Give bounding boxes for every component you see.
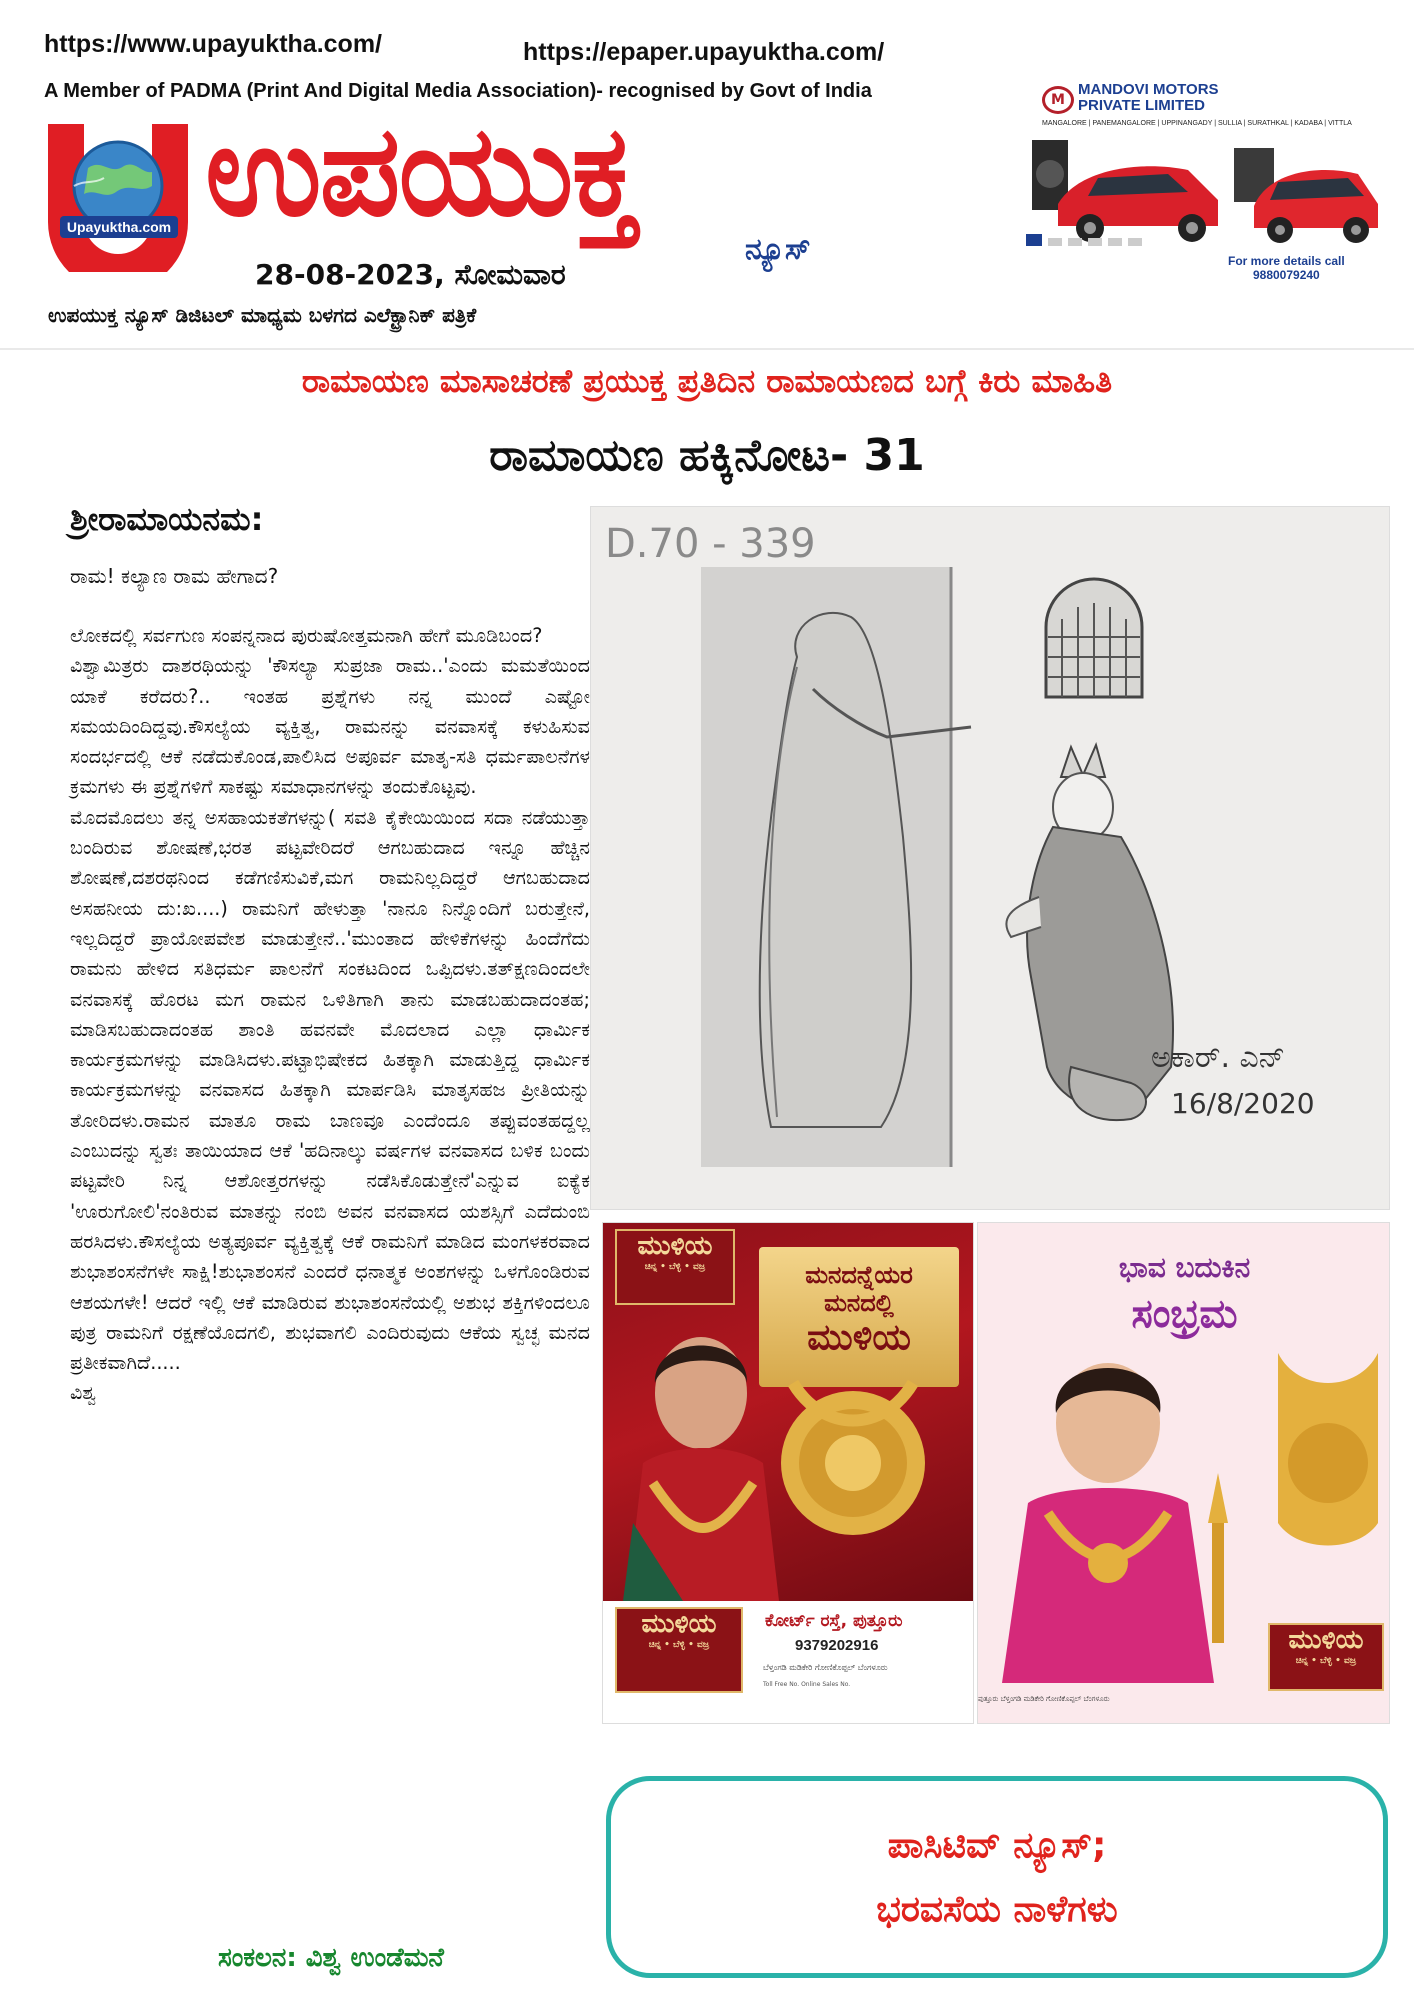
ad-title-line1: ಭಾವ ಬದುಕಿನ	[1118, 1251, 1251, 1284]
sketch-signature: ಅಕಾರ್. ಎನ್	[1151, 1040, 1286, 1075]
article-column	[70, 500, 590, 1409]
brand-name: ಉಪಯುಕ್ತ	[205, 97, 637, 244]
header-divider	[0, 348, 1414, 350]
ad-title: MANDOVI MOTORS PRIVATE LIMITED	[1078, 81, 1219, 114]
compiled-by-credit: ಸಂಕಲನ: ವಿಶ್ವ ಉಂಡೆಮನೆ	[218, 1943, 444, 1973]
ad-tagline-box: ಮನದನ್ನೆಯರ ಮನದಲ್ಲಿ ಮುಳಿಯ	[759, 1247, 959, 1387]
branch-list: ಬೆಳ್ತಂಗಡಿ ಮಡಿಕೇರಿ ಗೋಣಿಕೊಪ್ಪಲ್ ಬೆಂಗಳೂರು	[763, 1663, 888, 1672]
tagline: ಉಪಯುಕ್ತ ನ್ಯೂಸ್ ಡಿಜಿಟಲ್ ಮಾಧ್ಯಮ ಬಳಗದ ಎಲೆಕ್ಟ್ರಾನಿಕ್ ಪತ್ರಿಕೆ	[48, 303, 477, 327]
article-paragraph: ವಿಶ್ವಾಮಿತ್ರರು ದಾಶರಥಿಯನ್ನು 'ಕೌಸಲ್ಯಾ ಸುಪ್ರಜಾ ರಾಮ..'ಎಂದು ಮಮತೆಯಿಂದ ಯಾಕೆ ಕರೆದರು?.. ಇಂತಹ ಪ್ರಶ್ನೆಗಳು ನನ್ನ ಮುಂದೆ ಎಷ್ಟೋ ಸಮಯದಿಂದಿದ್ದವು.ಕೌಸಲ್ಯೆಯ ವ್ಯಕ್ತಿತ್ವ, ರಾಮನನ್ನು ವನವಾಸಕ್ಕೆ ಕಳುಹಿಸುವ ಸಂದರ್ಭದಲ್ಲಿ ಆಕೆ ನಡೆದುಕೊಂಡ,ಪಾಲಿಸಿದ ಅಪೂರ್ವ ಮಾತೃ-ಸತಿ ಧರ್ಮಪಾಲನೆಗಳ ಕ್ರಮಗಳು ಈ ಪ್ರಶ್ನೆಗಳಿಗೆ ಸಾಕಷ್ಟು ಸಮಾಧಾನಗಳನ್ನು ತಂದುಕೊಟ್ಟವು.	[70, 654, 590, 799]
ad-title-line2: ಸಂಭ್ರಮ	[1131, 1291, 1238, 1337]
article-paragraph: ಲೋಕದಲ್ಲಿ ಸರ್ವಗುಣ ಸಂಪನ್ನನಾದ ಪುರುಷೋತ್ತಮನಾಗಿ ಹೇಗೆ ಮೂಡಿಬಂದ?	[70, 624, 543, 647]
muliya-logo-2: ಮುಳಿಯ ಚಿನ್ನ • ಬೆಳ್ಳಿ • ವಜ್ರ	[1268, 1623, 1384, 1691]
article-intro: ರಾಮ! ಕಲ್ಯಾಣ ರಾಮ ಹೇಗಾದ?	[70, 564, 279, 588]
logo-text: Upayuktha.com	[66, 219, 172, 235]
article-title: ರಾಮಾಯಣ ಹಕ್ಕಿನೋಟ- 31	[489, 430, 925, 481]
shop-phone[interactable]: 9379202916	[795, 1637, 879, 1654]
series-headline: ರಾಮಾಯಣ ಮಾಸಾಚರಣೆ ಪ್ರಯುಕ್ತ ಪ್ರತಿದಿನ ರಾಮಾಯಣದ ಬಗ್ಗೆ ಕಿರು ಮಾಹಿತಿ	[301, 362, 1113, 400]
article-signoff: ವಿಶ್ವ	[70, 1381, 97, 1405]
sketch-date: 16/8/2020	[1171, 1087, 1315, 1120]
shop-address: ಕೋರ್ಟ್ ರಸ್ತೆ, ಪುತ್ತೂರು	[765, 1611, 903, 1631]
sketch-label: D.70 - 339	[605, 521, 816, 567]
cars-illustration	[1018, 130, 1390, 254]
sketch-drawing	[591, 507, 1390, 1210]
muliya-jewellers-ad-2[interactable]	[977, 1222, 1390, 1724]
contact-labels: Toll Free No. Online Sales No.	[763, 1681, 851, 1688]
muliya-logo-footer: ಮುಳಿಯ ಚಿನ್ನ • ಬೆಳ್ಳಿ • ವಜ್ರ	[615, 1607, 743, 1693]
brand-subtitle: ನ್ಯೂಸ್	[745, 232, 811, 267]
muliya-logo: ಮುಳಿಯ ಚಿನ್ನ • ಬೆಳ್ಳಿ • ವಜ್ರ	[615, 1229, 735, 1305]
article-body	[70, 621, 590, 1409]
positive-news-line2: ಭರವಸೆಯ ನಾಳೆಗಳು	[876, 1889, 1118, 1930]
ad-locations: MANGALORE | PANEMANGALORE | UPPINANGADY | SULLIA | SURATHKAL | KADABA | VITTLA	[1042, 120, 1352, 127]
positive-news-box	[606, 1776, 1388, 1978]
positive-news-line1: ಪಾಸಿಟಿವ್ ನ್ಯೂಸ್;	[887, 1825, 1107, 1866]
upayuktha-logo	[44, 124, 192, 272]
membership-line: A Member of PADMA (Print And Digital Media Association)- recognised by Govt of India	[44, 80, 872, 102]
mandovi-logo-icon: M	[1042, 86, 1074, 114]
mandovi-motors-ad[interactable]	[1018, 68, 1390, 296]
issue-date: 28-08-2023, ಸೋಮವಾರ	[255, 258, 566, 291]
epaper-url[interactable]: https://epaper.upayuktha.com/	[523, 38, 885, 66]
ad-contact: For more details call 9880079240	[1228, 254, 1345, 282]
pencil-sketch-kausalya-rama	[590, 506, 1390, 1210]
article-heading: ಶ್ರೀರಾಮಾಯನಮ:	[70, 500, 264, 538]
muliya-jewellers-ad-1[interactable]	[602, 1222, 974, 1724]
model-with-necklace-illustration	[603, 1323, 974, 1601]
article-paragraph: ಮೊದಮೊದಲು ತನ್ನ ಅಸಹಾಯಕತೆಗಳನ್ನು( ಸವತಿ ಕೈಕೇಯಿಯಿಂದ ಸದಾ ನಡೆಯುತ್ತಾ ಬಂದಿರುವ ಶೋಷಣೆ,ಭರತ ಪಟ್ಟವೇರಿದರೆ ಆಗಬಹುದಾದ ಇನ್ನೂ ಹೆಚ್ಚಿನ ಶೋಷಣೆ,ದಶರಥನಿಂದ ಕಡೆಗಣಿಸುವಿಕೆ,ಮಗ ರಾಮನಿಲ್ಲದಿದ್ದರೆ ಆಗಬಹುದಾದ ಅಸಹನೀಯ ದು:ಖ....) ರಾಮನಿಗೆ ಹೇಳುತ್ತಾ 'ನಾನೂ ನಿನ್ನೊಂದಿಗೆ ಬರುತ್ತೇನೆ, ಇಲ್ಲದಿದ್ದರೆ ಪ್ರಾಯೋಪವೇಶ ಮಾಡುತ್ತೇನೆ..'ಮುಂತಾದ ಹೇಳಿಕೆಗಳನ್ನು ಹಿಂದೆಗೆದು ರಾಮನು ಹೇಳಿದ ಸತಿಧರ್ಮ ಪಾಲನೆಗೆ ಸಂಕಟದಿಂದ ಒಪ್ಪಿದಳು.ತತ್ಕ್ಷಣದಿಂದಲೇ ವನವಾಸಕ್ಕೆ ಹೊರಟ ಮಗ ರಾಮನ ಒಳಿತಿಗಾಗಿ ತಾನು ಮಾಡಬಹುದಾದಂತಹ; ಮಾಡಿಸಬಹುದಾದಂತಹ ಶಾಂತಿ ಹವನವೇ ಮೊದಲಾದ ಎಲ್ಲಾ ಧಾರ್ಮಿಕ ಕಾರ್ಯಕ್ರಮಗಳನ್ನು ಮಾಡಿಸಿದಳು.ಪಟ್ಟಾಭಿಷೇಕದ ಹಿತಕ್ಕಾಗಿ ಮಾಡುತ್ತಿದ್ದ ಧಾರ್ಮಿಕ ಕಾರ್ಯಕ್ರಮಗಳನ್ನು ವನವಾಸದ ಹಿತಕ್ಕಾಗಿ ಮಾರ್ಪಡಿಸಿ ಮಾತೃಸಹಜ ಪ್ರೀತಿಯನ್ನು ತೋರಿದಳು.ರಾಮನ ಮಾತೂ ರಾಮ ಬಾಣವೂ ಎಂದೆಂದೂ ತಪ್ಪುವಂತಹದ್ದಲ್ಲ ಎಂಬುದನ್ನು ಸ್ವತಃ ತಾಯಿಯಾದ ಆಕೆ 'ಹದಿನಾಲ್ಕು ವರ್ಷಗಳ ವನವಾಸದ ಬಳಿಕ ಬಂದು ಪಟ್ಟವೇರಿ ನಿನ್ನ ಆಶೋತ್ತರಗಳನ್ನು ನಡೆಸಿಕೊಡುತ್ತೇನೆ'ಎನ್ನುವ ಐಕ್ಯೆಕ 'ಊರುಗೋಲಿ'ನಂತಿರುವ ಮಾತನ್ನು ನಂಬಿ ಅವನ ವನವಾಸದ ಯಶಸ್ಸಿಗೆ ಎದೆದುಂಬಿ ಹರಸಿದಳು.ಕೌಸಲ್ಯೆಯ ಅತ್ಯಪೂರ್ವ ವ್ಯಕ್ತಿತ್ವಕ್ಕೆ ಆಕೆ ರಾಮನಿಗೆ ಮಾಡಿದ ಮಂಗಳಕರವಾದ ಶುಭಾಶಂಸನೆಗಳೇ ಸಾಕ್ಷಿ!ಶುಭಾಶಂಸನೆ ಎಂದರೆ ಧನಾತ್ಮಕ ಅಂಶಗಳನ್ನು ಒಳಗೊಂಡಿರುವ ಆಶಯಗಳೇ! ಆದರೆ ಇಲ್ಲಿ ಆಕೆ ಮಾಡಿರುವ ಶುಭಾಶಂಸನೆಯಲ್ಲಿ ಅಶುಭ ಶಕ್ತಿಗಳಿಂದಲೂ ಪುತ್ರ ರಾಮನಿಗೆ ರಕ್ಷಣೆಯೊದಗಲಿ, ಶುಭವಾಗಲಿ ಎಂದಿರುವುದು ಆಕೆಯ ಸ್ವಚ್ಛ ಮನದ ಪ್ರತೀಕವಾಗಿದೆ.....	[70, 805, 590, 1375]
website-url[interactable]: https://www.upayuktha.com/	[44, 30, 382, 58]
ad-footer	[603, 1601, 974, 1724]
branch-list-2: ಪುತ್ತೂರು ಬೆಳ್ತಂಗಡಿ ಮಡಿಕೇರಿ ಗೋಣಿಕೊಪ್ಪಲ್ ಬೆಂಗಳೂರು	[978, 1695, 1110, 1703]
